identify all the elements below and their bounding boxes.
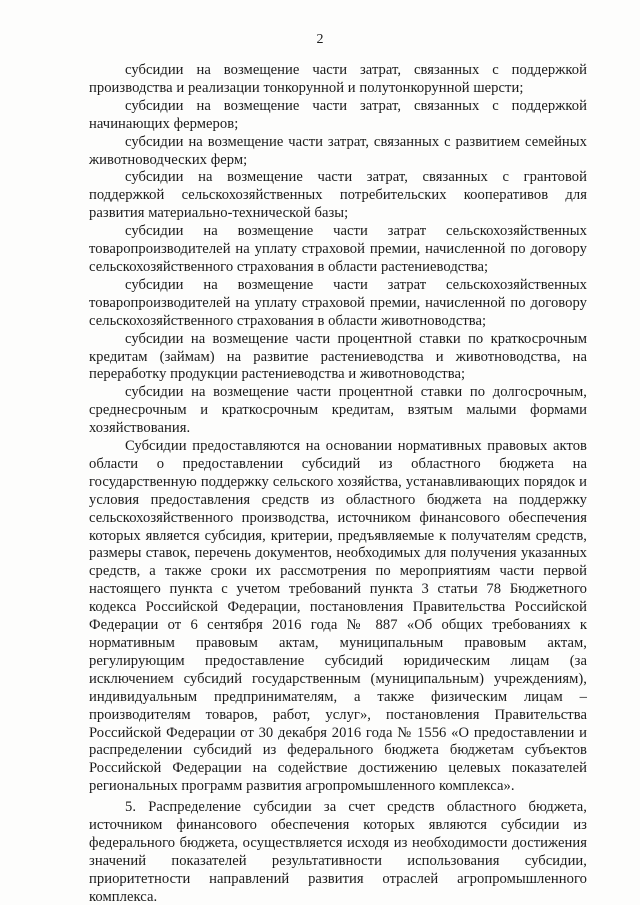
paragraph-crop-insurance: субсидии на возмещение части затрат сельскохозяйственных товаропроизводителей на уплату страховой премии, начисленной по договору сельскохозяйственного страхования в области растениеводства;: [89, 223, 587, 275]
paragraph-cooperatives-grant: субсидии на возмещение части затрат, связанных с грантовой поддержкой сельскохозяйственных потребительских кооперативов для развития материально-технической базы;: [89, 169, 587, 222]
paragraph-family-farms: субсидии на возмещение части затрат, связанных с развитием семейных животноводческих ферм;: [89, 133, 587, 168]
paragraph-beginning-farmers: субсидии на возмещение части затрат, связанных с поддержкой начинающих фермеров;: [89, 97, 587, 132]
paragraph-item-5-distribution: 5. Распределение субсидии за счет средств областного бюджета, источником финансового обеспечения которых являются субсидии из федерального бюджета, осуществляется исходя из необходимости достижения значений показателей результативности использования субсидии, приоритетности направлений развития отраслей агропромышленного комплекса.: [89, 799, 587, 905]
paragraph-wool-subsidy: субсидии на возмещение части затрат, связанных с поддержкой производства и реализации тонкорунной и полутонкорунной шерсти;: [89, 62, 587, 96]
paragraph-livestock-insurance: субсидии на возмещение части затрат сельскохозяйственных товаропроизводителей на уплату страховой премии, начисленной по договору сельскохозяйственного страхования в области животноводства;: [89, 276, 587, 329]
paragraph-short-term-credit: субсидии на возмещение части процентной ставки по краткосрочным кредитам (займам) на развитие растениеводства и животноводства, на переработку продукции растениеводства и животноводства;: [89, 330, 587, 383]
document-body: [89, 62, 587, 907]
page-number: 2: [316, 32, 324, 47]
paragraph-legal-basis: Субсидии предоставляются на основании нормативных правовых актов области о предоставлении субсидий из областного бюджета на государственную поддержку сельского хозяйства, устанавливающих порядок и условия предоставления средств из областного бюджета на поддержку сельскохозяйственного производства, источником финансового обеспечения которых является субсидия, критерии, предъявляемые к получателям средств, размеры ставок, перечень документов, необходимых для получения указанных средств, а также сроки их рассмотрения по мероприятиям части первой настоящего пункта с учетом требований пункта 3 статьи 78 Бюджетного кодекса Российской Федерации, постановления Правительства Российской Федерации от 6 сентября 2016 года № 887 «Об общих требованиях к нормативным правовым актам, муниципальным правовым актам, регулирующим предоставление субсидий юридическим лицам (за исключением субсидий государственным (муниципальным) учреждениям), индивидуальным предпринимателям, а также физическим лицам – производителям товаров, работ, услуг», постановления Правительства Российской Федерации от 30 декабря 2016 года № 1556 «О предоставлении и распределении субсидий из федерального бюджета бюджетам субъектов Российской Федерации на содействие достижению целевых показателей региональных программ развития агропромышленного комплекса».: [89, 438, 587, 795]
paragraph-long-term-credit: субсидии на возмещение части процентной ставки по долгосрочным, среднесрочным и краткосрочным кредитам, взятым малыми формами хозяйствования.: [89, 384, 587, 437]
